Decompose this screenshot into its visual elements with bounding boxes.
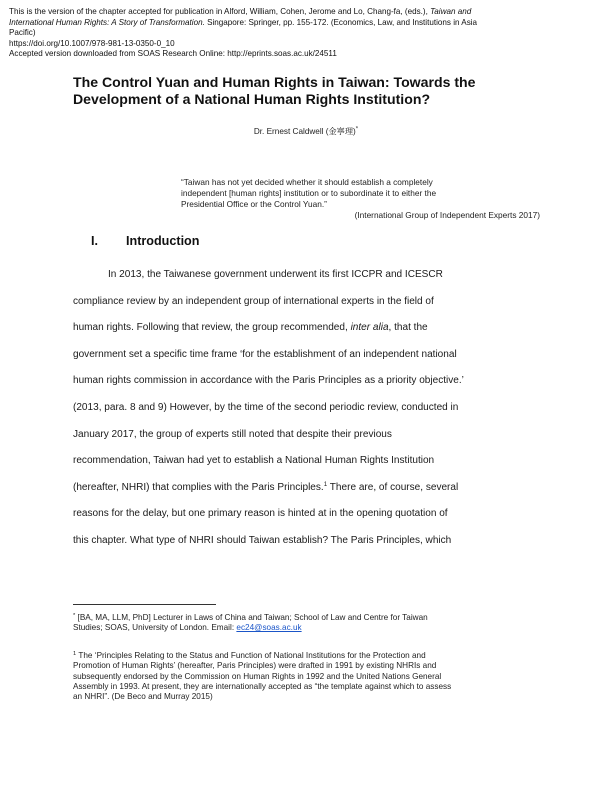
body-line: In 2013, the Taiwanese government underwent its first ICCPR and ICESCR — [108, 269, 443, 280]
epigraph-line: “Taiwan has not yet decided whether it should establish a completely — [181, 177, 433, 187]
inter-alia: inter alia — [350, 322, 389, 334]
footnote-line: Promotion of Human Rights’ (hereafter, Paris Principles) were drafted in 1991 by existing NHRIs and — [73, 661, 437, 671]
body-line: compliance review by an independent group of international experts in the field of — [73, 295, 434, 307]
author-footnote-mark: * — [355, 126, 359, 133]
footnote-line: an NHRI”. (De Beco and Murray 2015) — [73, 692, 213, 702]
doi-link[interactable]: https://doi.org/10.1007/978-981-13-0350-0_10 — [9, 38, 175, 48]
section-heading — [91, 234, 199, 248]
epigraph-attribution: (International Group of Independent Experts 2017) — [354, 209, 540, 220]
footnote-divider — [73, 604, 216, 605]
notice-line-1: This is the version of the chapter accepted for publication in Alford, William, Cohen, Jerome and Lo, Chang-fa, (eds.), Taiwan and — [9, 7, 472, 16]
body-paragraph — [73, 262, 539, 555]
publication-notice — [9, 7, 605, 60]
footnote-line: Studies; SOAS, University of London. Email: ec24@soas.ac.uk — [73, 623, 302, 633]
email-link[interactable]: ec24@soas.ac.uk — [236, 623, 302, 633]
body-line: reasons for the delay, but one primary reason is hinted at in the opening quotation of — [73, 508, 448, 520]
body-line: government set a specific time frame ‘for the establishment of an independent national — [73, 348, 457, 360]
footnote-line: $^1$ The ‘Principles Relating to the Status and Function of National Institutions for the Protection and — [73, 651, 426, 660]
author-byline — [0, 126, 612, 137]
body-line: human rights commission in accordance with the Paris Principles as a priority objective.’ — [73, 375, 464, 387]
footnote-author — [73, 613, 543, 634]
body-line: (hereafter, NHRI) that complies with the Paris Principles.$^1$ There are, of course, several — [73, 480, 459, 493]
footnote-line: subsequently endorsed by the Commission on Human Rights in 1992 and the United Nations General — [73, 671, 442, 681]
footnote-line: * [BA, MA, LLM, PhD] Lecturer in Laws of China and Taiwan; School of Law and Centre for Taiwan — [73, 613, 428, 622]
notice-line-2: International Human Rights: A Story of Transformation. Singapore: Springer, pp. 155-172. (Economics, Law, and Institutions in Asia — [9, 17, 478, 27]
footnote-line: Assembly in 1993. At present, they are internationally accepted as “the template against which to assess — [73, 681, 452, 691]
footnote-ref-1[interactable]: 1 — [323, 480, 328, 488]
repository-notice: Accepted version downloaded from SOAS Research Online: http://eprints.soas.ac.uk/24511 — [9, 49, 337, 59]
title-line-2: Development of a National Human Rights Institution? — [73, 91, 431, 108]
footnote-1 — [73, 651, 543, 702]
title-line-1: The Control Yuan and Human Rights in Taiwan: Towards the — [73, 74, 476, 90]
notice-line-3: Pacific) — [9, 28, 36, 38]
section-title: Introduction — [126, 234, 200, 248]
paper-title — [73, 74, 553, 109]
epigraph-line: Presidential Office or the Control Yuan.” — [181, 198, 327, 209]
body-line: (2013, para. 8 and 9) However, by the time of the second periodic review, conducted in — [73, 401, 459, 413]
epigraph-line: independent [human rights] institution or to subordinate it to either the — [181, 187, 437, 198]
footnote-mark: 1 — [73, 651, 77, 657]
body-line: recommendation, Taiwan had yet to establish a National Human Rights Institution — [73, 455, 435, 467]
body-line: this chapter. What type of NHRI should Taiwan establish? The Paris Principles, which — [73, 534, 452, 546]
section-number: I. — [91, 234, 98, 248]
footnote-mark: * — [73, 613, 76, 619]
epigraph-quote — [181, 177, 546, 221]
author-name: Dr. Ernest Caldwell (金寧理) — [253, 127, 356, 136]
body-line: human rights. Following that review, the group recommended, inter alia, that the — [73, 322, 428, 334]
body-line: January 2017, the group of experts still noted that despite their previous — [73, 428, 392, 440]
